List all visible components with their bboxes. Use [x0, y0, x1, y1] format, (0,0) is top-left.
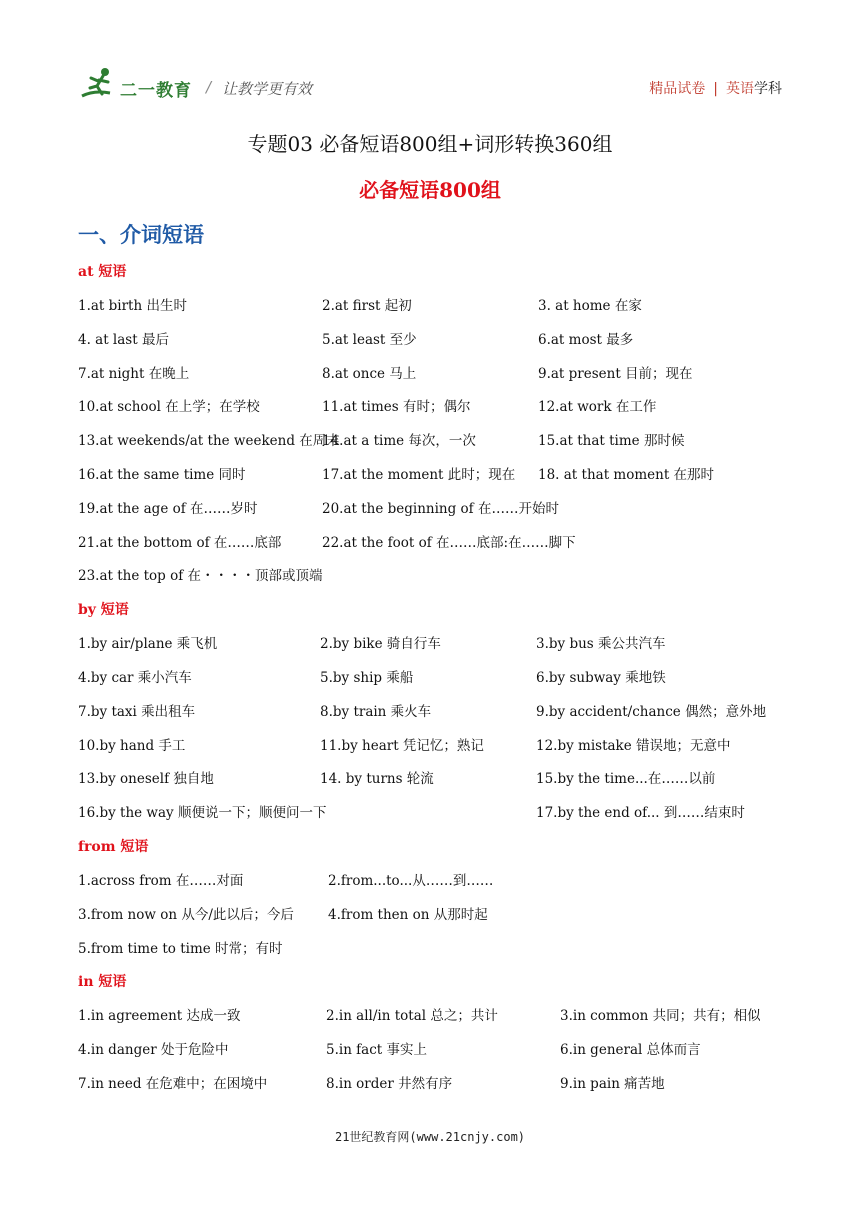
phrase-item: 13.by oneself 独自地 [78, 771, 214, 788]
phrase-item: 3. at home 在家 [538, 298, 642, 314]
phrase-category-label: at 短语 [78, 264, 127, 280]
phrase-item: 10.at school 在上学；在学校 [78, 399, 260, 416]
phrase-row [78, 1002, 798, 1036]
brand-divider: / [206, 78, 212, 96]
phrase-item: 18. at that moment 在那时 [538, 466, 715, 483]
phrase-item: 21.at the bottom of 在……底部 [78, 534, 282, 551]
phrase-item: 6.in general 总体而言 [560, 1042, 701, 1059]
badge-suffix: 学科 [754, 81, 782, 97]
phrase-row [78, 326, 798, 360]
phrase-row [78, 901, 798, 935]
phrase-item: 14.at a time 每次，一次 [322, 433, 476, 450]
phrase-item: 10.by hand 手工 [78, 737, 186, 754]
phrase-item: 8.by train 乘火车 [320, 703, 432, 720]
running-man-logo-icon [80, 66, 120, 102]
phrase-row [78, 732, 798, 766]
phrase-item: 1.at birth 出生时 [78, 298, 187, 314]
phrase-item: 1.in agreement 达成一致 [78, 1008, 241, 1025]
phrase-item: 7.by taxi 乘出租车 [78, 703, 196, 720]
phrase-item: 16.by the way 顺便说一下；顺便问一下 [78, 805, 327, 822]
phrase-item: 2.at first 起初 [322, 298, 412, 314]
phrase-item: 2.from...to...从……到…… [328, 872, 494, 889]
phrase-row [78, 495, 798, 529]
phrase-item: 11.by heart 凭记忆；熟记 [320, 737, 484, 754]
phrase-row [78, 630, 798, 664]
phrase-row [78, 664, 798, 698]
phrase-item: 11.at times 有时；偶尔 [322, 399, 471, 416]
phrase-row [78, 867, 798, 901]
phrase-item: 12.by mistake 错误地；无意中 [536, 737, 731, 754]
phrase-item: 5.in fact 事实上 [326, 1042, 428, 1059]
phrase-item: 7.in need 在危难中；在困境中 [78, 1075, 268, 1092]
phrase-item: 2.by bike 骑自行车 [320, 636, 441, 653]
page-title: 专题03 必备短语800组+词形转换360组 [247, 132, 613, 156]
phrase-item: 1.by air/plane 乘飞机 [78, 636, 218, 653]
phrase-item: 4.in danger 处于危险中 [78, 1042, 229, 1059]
phrase-item: 4.from then on 从那时起 [328, 906, 488, 923]
phrase-item: 3.in common 共同；共有；相似 [560, 1008, 761, 1025]
phrase-item: 3.by bus 乘公共汽车 [536, 636, 666, 653]
badge-label: 精品试卷 [649, 81, 706, 97]
phrase-row [78, 427, 798, 461]
phrase-row [78, 765, 798, 799]
phrase-item: 17.by the end of... 到……结束时 [536, 805, 745, 822]
phrase-item: 5.at least 至少 [322, 331, 417, 348]
badge-subject: 英语 [726, 81, 754, 97]
phrase-category-label: from 短语 [78, 838, 149, 855]
phrase-list [78, 258, 798, 1104]
subject-badge [649, 78, 782, 98]
phrase-item: 12.at work 在工作 [538, 399, 657, 416]
phrase-item: 5.by ship 乘船 [320, 669, 414, 686]
phrase-item: 6.at most 最多 [538, 331, 634, 348]
badge-separator: | [713, 81, 718, 97]
phrase-row [78, 1036, 798, 1070]
phrase-row [78, 292, 798, 326]
phrase-row [78, 1070, 798, 1104]
phrase-row [78, 360, 798, 394]
phrase-item: 4.by car 乘小汽车 [78, 669, 192, 686]
phrase-item: 17.at the moment 此时；现在 [322, 466, 516, 483]
phrase-item: 19.at the age of 在……岁时 [78, 500, 258, 517]
phrase-row [78, 461, 798, 495]
phrase-item: 16.at the same time 同时 [78, 466, 246, 483]
phrase-item: 6.by subway 乘地铁 [536, 669, 666, 686]
phrase-item: 13.at weekends/at the weekend 在周末 [78, 433, 340, 450]
phrase-item: 7.at night 在晚上 [78, 365, 190, 382]
brand-name: 二一教育 [120, 81, 192, 101]
phrase-item: 8.at once 马上 [322, 365, 417, 382]
phrase-row [78, 698, 798, 732]
phrase-item: 15.at that time 那时候 [538, 433, 685, 450]
page-footer: 21世纪教育网(www.21cnjy.com) [334, 1130, 526, 1144]
phrase-item: 15.by the time...在……以前 [536, 771, 716, 788]
phrase-category-label: by 短语 [78, 602, 129, 619]
phrase-row [78, 935, 798, 969]
phrase-category-label: in 短语 [78, 974, 127, 991]
page-header [0, 0, 860, 120]
phrase-item: 14. by turns 轮流 [320, 771, 434, 788]
phrase-row [78, 393, 798, 427]
brand-slogan: 让教学更有效 [222, 80, 313, 98]
phrase-item: 3.from now on 从今/此以后；今后 [78, 906, 294, 923]
phrase-item: 23.at the top of 在・・・・顶部或顶端 [78, 568, 323, 585]
phrase-item: 9.by accident/chance 偶然；意外地 [536, 703, 767, 720]
phrase-item: 22.at the foot of 在……底部:在……脚下 [322, 534, 576, 551]
phrase-item: 9.at present 目前；现在 [538, 365, 693, 382]
phrase-item: 8.in order 井然有序 [326, 1075, 453, 1092]
phrase-item: 1.across from 在……对面 [78, 872, 244, 889]
phrase-item: 2.in all/in total 总之；共计 [326, 1008, 498, 1025]
phrase-item: 9.in pain 痛苦地 [560, 1075, 665, 1092]
phrase-row [78, 562, 798, 596]
phrase-row [78, 529, 798, 563]
section-heading: 一、介词短语 [78, 223, 204, 247]
phrase-item: 20.at the beginning of 在……开始时 [322, 500, 559, 517]
phrase-row [78, 799, 798, 833]
phrase-item: 5.from time to time 时常；有时 [78, 940, 283, 957]
phrase-item: 4. at last 最后 [78, 331, 169, 348]
page-subtitle: 必备短语800组 [359, 178, 501, 202]
